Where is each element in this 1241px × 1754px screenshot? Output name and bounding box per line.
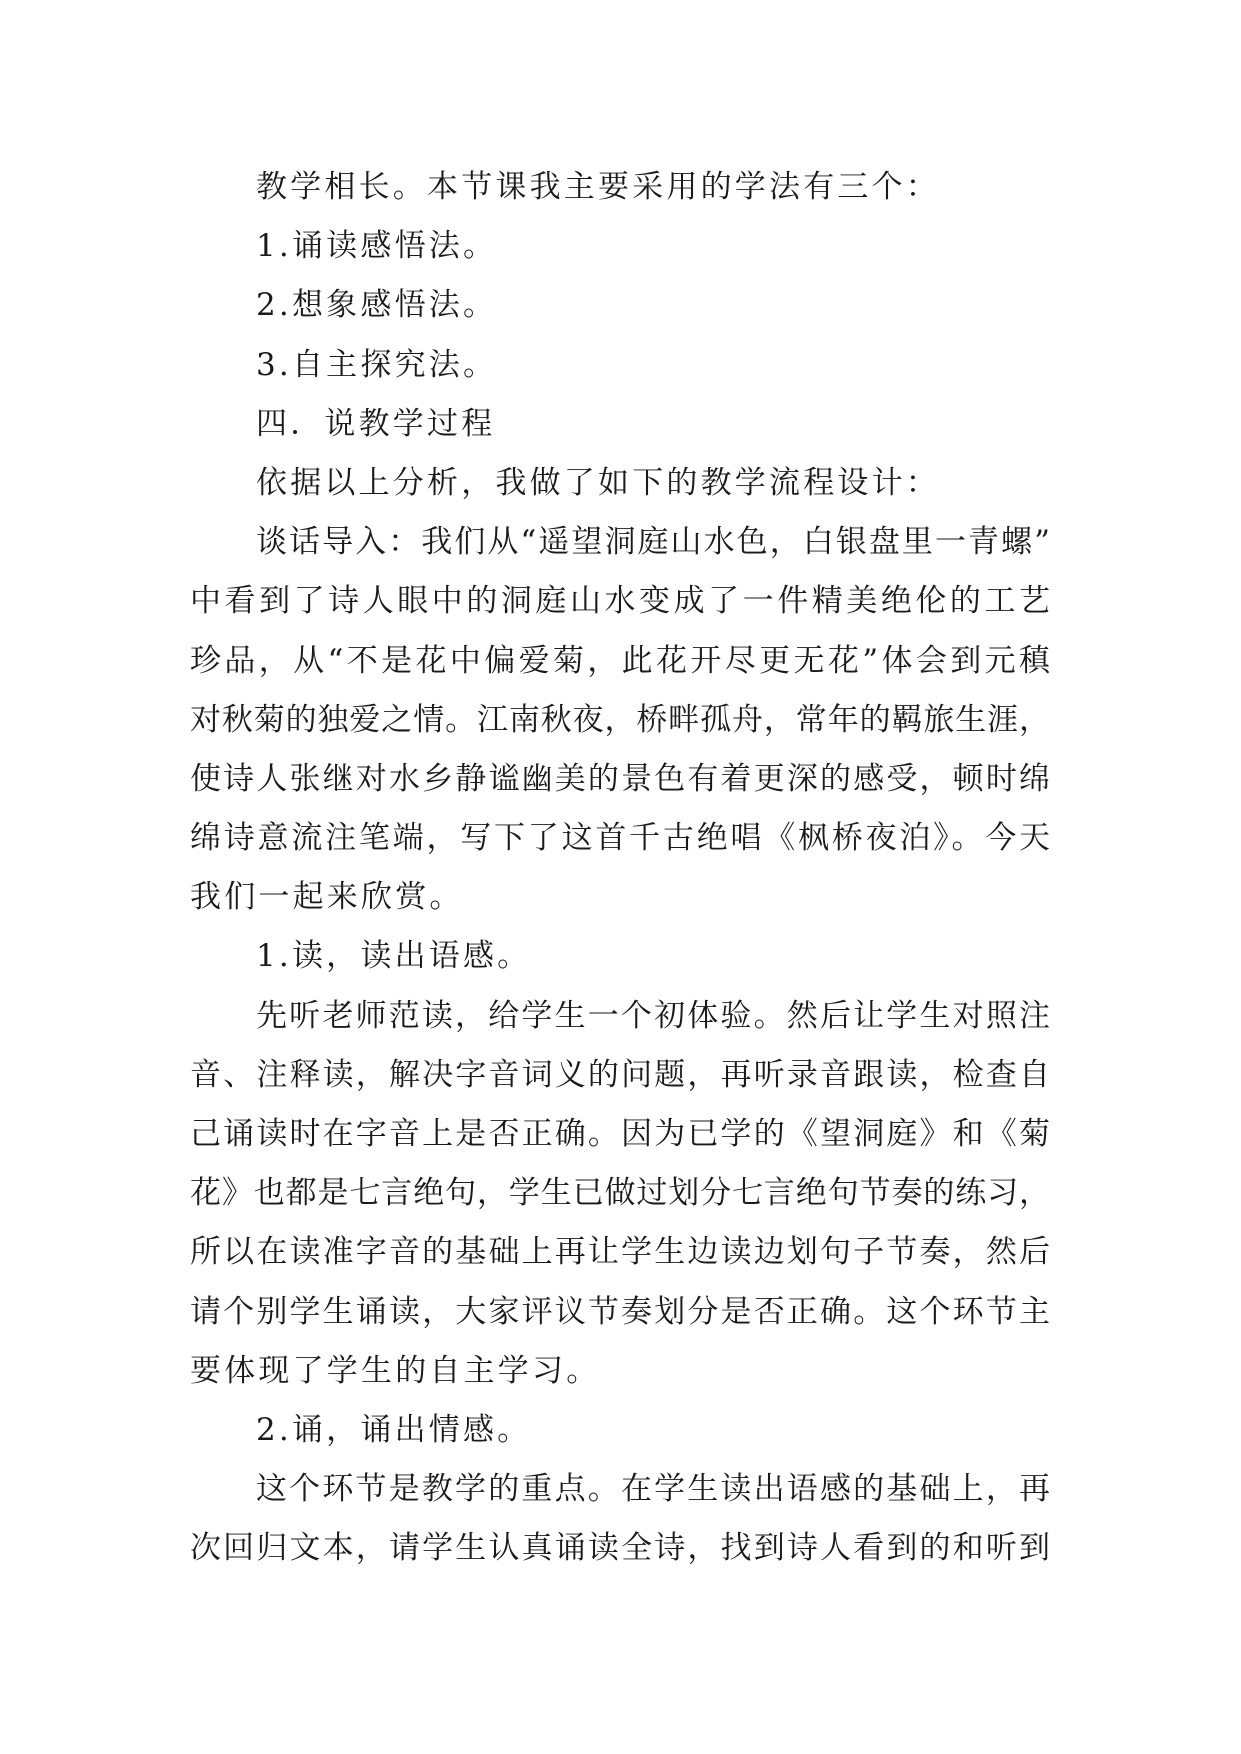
paragraph-line: 音、注释读，解决字音词义的问题，再听录音跟读，检查自 [190, 1056, 1050, 1093]
paragraph-line: 所以在读准字音的基础上再让学生边读边划句子节奏，然后 [190, 1234, 1050, 1271]
paragraph-line: 珍品，从“不是花中偏爱菊，此花开尽更无花”体会到元稹 [190, 642, 1050, 679]
text-line: 依据以上分析，我做了如下的教学流程设计： [256, 464, 940, 501]
text-line: 教学相长。本节课我主要采用的学法有三个： [256, 169, 940, 205]
subsection-heading: 1.读，读出语感。 [256, 938, 532, 975]
paragraph-line: 使诗人张继对水乡静谧幽美的景色有着更深的感受，顿时绵 [190, 760, 1050, 797]
section-heading: 四．说教学过程 [256, 405, 496, 442]
subsection-heading: 2.诵，诵出情感。 [256, 1411, 532, 1448]
list-item-method-2: 2.想象感悟法。 [256, 287, 498, 324]
paragraph-line: 次回归文本，请学生认真诵读全诗，找到诗人看到的和听到 [190, 1530, 1050, 1567]
list-item-method-1: 1.诵读感悟法。 [256, 228, 498, 265]
paragraph-line: 谈话导入：我们从“遥望洞庭山水色，白银盘里一青螺” [256, 524, 1050, 561]
paragraph-line: 花》也都是七言绝句，学生已做过划分七言绝句节奏的练习， [190, 1175, 1050, 1212]
paragraph-line: 这个环节是教学的重点。在学生读出语感的基础上，再 [256, 1471, 1050, 1508]
list-item-method-3: 3.自主探究法。 [256, 346, 498, 383]
paragraph-line: 对秋菊的独爱之情。江南秋夜，桥畔孤舟，常年的羁旅生涯， [190, 701, 1050, 738]
paragraph-line: 中看到了诗人眼中的洞庭山水变成了一件精美绝伦的工艺 [190, 583, 1050, 620]
paragraph-line: 先听老师范读，给学生一个初体验。然后让学生对照注 [256, 997, 1050, 1034]
document-page [190, 158, 1050, 1579]
paragraph-line: 请个别学生诵读，大家评议节奏划分是否正确。这个环节主 [190, 1293, 1050, 1330]
paragraph-line: 己诵读时在字音上是否正确。因为已学的《望洞庭》和《菊 [190, 1116, 1050, 1152]
paragraph-line: 我们一起来欣赏。 [190, 879, 464, 916]
paragraph-line: 绵诗意流注笔端，写下了这首千古绝唱《枫桥夜泊》。今天 [190, 820, 1050, 857]
paragraph-line: 要体现了学生的自主学习。 [190, 1352, 601, 1389]
